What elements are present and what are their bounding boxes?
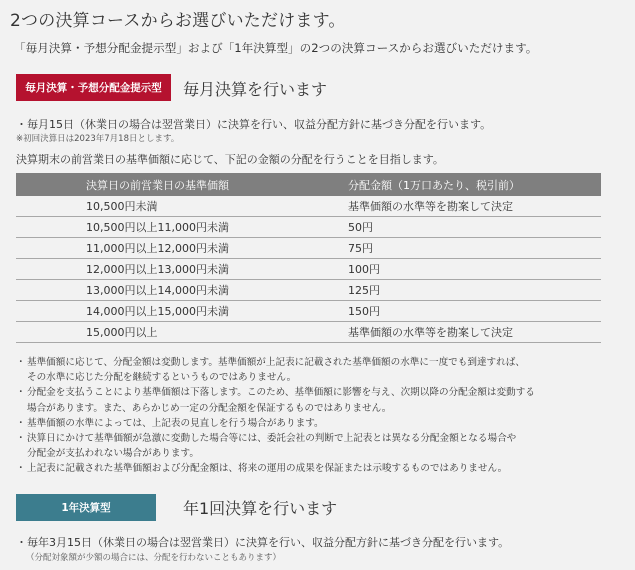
note-item: ・ 基準価額の水準によっては、上記表の見直しを行う場合があります。 — [16, 417, 324, 429]
intro-text: 「毎月決算・予想分配金提示型」および「1年決算型」の2つの決算コースからお選びいただけます。 — [14, 41, 538, 55]
page-title: 2つの決算コースからお選びいただけます。 — [10, 11, 346, 31]
annual-heading: 年1回決算を行います — [183, 499, 338, 518]
table-cell-nav: 10,500円未満 — [16, 196, 348, 217]
table-row — [16, 217, 601, 238]
note-item: ・ 上記表に記載された基準価額および分配金額は、将来の運用の成果を保証または示唆するものではありません。 — [16, 463, 508, 475]
annual-bullet-text: 毎年3月15日（休業日の場合は翌営業日）に決算を行い、収益分配方針に基づき分配を行います。 — [27, 536, 510, 549]
table-row — [16, 196, 601, 217]
table-cell-nav: 10,500円以上11,000円未満 — [16, 217, 348, 238]
table-cell-amount: 100円 — [348, 259, 601, 280]
table-header-nav: 決算日の前営業日の基準価額 — [16, 173, 348, 196]
monthly-bullet-text: 毎月15日（休業日の場合は翌営業日）に決算を行い、収益分配方針に基づき分配を行います。 — [27, 118, 492, 131]
monthly-footnote: ※初回決算日は2023年7月18日とします。 — [16, 134, 180, 144]
table-header-row — [16, 173, 601, 196]
annual-course-badge: 1年決算型 — [16, 494, 156, 521]
note-item: ・ 決算日にかけて基準価額が急激に変動した場合等には、委託会社の判断で上記表とは異なる分配金額となる場合や 分配金が支払われない場合があります。 — [16, 433, 517, 460]
annual-footnote: （分配対象額が少額の場合には、分配を行わないこともあります） — [26, 553, 282, 563]
table-row — [16, 322, 601, 343]
table-cell-nav: 13,000円以上14,000円未満 — [16, 280, 348, 301]
table-cell-amount: 基準価額の水準等を勘案して決定 — [348, 196, 601, 217]
table-row — [16, 259, 601, 280]
table-cell-amount: 125円 — [348, 280, 601, 301]
table-cell-amount: 150円 — [348, 301, 601, 322]
annual-bullet — [16, 534, 509, 550]
monthly-lead: 決算期末の前営業日の基準価額に応じて、下記の金額の分配を行うことを目指します。 — [16, 153, 444, 166]
table-row — [16, 280, 601, 301]
table-header-amount: 分配金額（1万口あたり、税引前） — [348, 173, 601, 196]
table-row — [16, 301, 601, 322]
note-item: ・ 分配金を支払うことにより基準価額は下落します。このため、基準価額に影響を与え、次期以降の分配金額は変動する 場合があります。また、あらかじめ一定の分配金額を保証するものではありません。 — [16, 387, 535, 414]
table-cell-nav: 14,000円以上15,000円未満 — [16, 301, 348, 322]
table-cell-nav: 11,000円以上12,000円未満 — [16, 238, 348, 259]
table-cell-amount: 基準価額の水準等を勘案して決定 — [348, 322, 601, 343]
monthly-heading: 毎月決算を行います — [183, 80, 328, 99]
notes-list — [16, 355, 626, 477]
bullet-dot: ・ — [16, 536, 27, 549]
monthly-course-badge: 毎月決算・予想分配金提示型 — [16, 74, 171, 101]
table-cell-amount: 50円 — [348, 217, 601, 238]
note-item: ・ 基準価額に応じて、分配金額は変動します。基準価額が上記表に記載された基準価額の水準に一度でも到達すれば、 その水準に応じた分配を継続するというものではありません。 — [16, 357, 525, 384]
table-cell-nav: 12,000円以上13,000円未満 — [16, 259, 348, 280]
table-cell-nav: 15,000円以上 — [16, 322, 348, 343]
table-row — [16, 238, 601, 259]
monthly-bullet — [16, 116, 491, 132]
table-cell-amount: 75円 — [348, 238, 601, 259]
bullet-dot: ・ — [16, 118, 27, 131]
distribution-table — [16, 173, 601, 343]
